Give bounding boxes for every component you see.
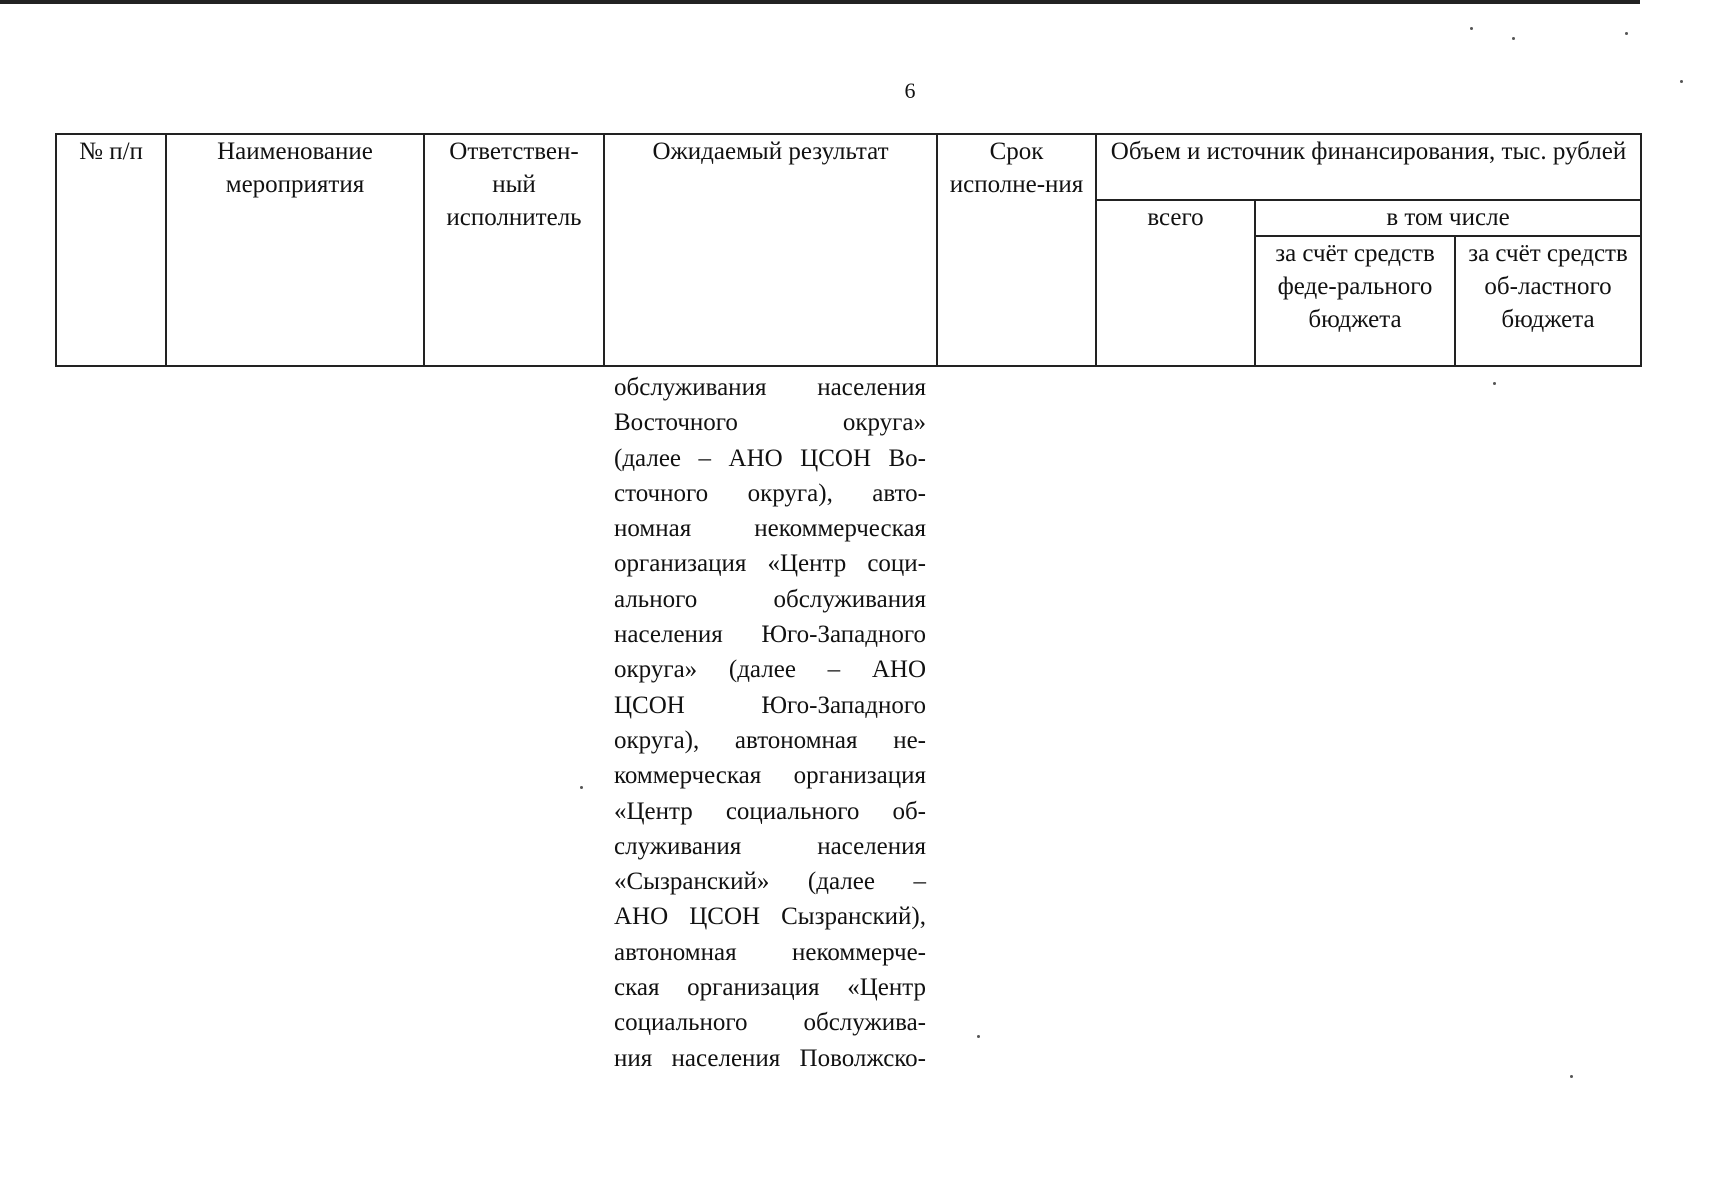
result-line: организация «Центр соци-	[614, 550, 926, 578]
header-including: в том числе	[1255, 200, 1641, 236]
result-line: социального обслужива-	[614, 1009, 926, 1037]
result-line: (далее – АНО ЦСОН Во-	[614, 444, 926, 472]
result-line: ального обслуживания	[614, 585, 926, 613]
result-line: коммерческая организация	[614, 762, 926, 790]
header-table	[55, 133, 1642, 367]
header-term: Срок исполне-ния	[937, 134, 1096, 366]
scan-speck	[580, 786, 583, 789]
header-financing: Объем и источник финансирования, тыс. рублей	[1096, 134, 1641, 200]
header-name: Наименование мероприятия	[166, 134, 424, 366]
header-num: № п/п	[56, 134, 166, 366]
header-federal: за счёт средств феде-рального бюджета	[1255, 236, 1455, 366]
result-line: округа» (далее – АНО	[614, 656, 926, 684]
result-line: обслуживания населения	[614, 374, 926, 401]
header-total: всего	[1096, 200, 1255, 366]
result-line: населения Юго-Западного	[614, 621, 926, 649]
top-rule	[0, 0, 1640, 4]
result-line: «Центр социального об-	[614, 797, 926, 825]
scan-speck	[1625, 32, 1628, 35]
result-line: АНО ЦСОН Сызранский),	[614, 903, 926, 931]
scan-speck	[1470, 27, 1473, 30]
result-line: ЦСОН Юго-Западного	[614, 691, 926, 719]
scan-speck	[1512, 37, 1515, 40]
expected-result-text	[614, 370, 926, 1076]
result-line: автономная некоммерче-	[614, 938, 926, 966]
result-line: сточного округа), авто-	[614, 479, 926, 507]
scan-speck	[977, 1035, 980, 1038]
result-line: ская организация «Центр	[614, 974, 926, 1002]
result-line: «Сызранский» (далее –	[614, 868, 926, 896]
header-regional: за счёт средств об-ластного бюджета	[1455, 236, 1641, 366]
result-line: ния населения Поволжско-	[614, 1044, 926, 1072]
result-line: служивания населения	[614, 832, 926, 860]
header-result: Ожидаемый результат	[604, 134, 937, 366]
scan-speck	[1680, 80, 1683, 83]
header-responsible: Ответствен-ный исполнитель	[424, 134, 604, 366]
result-line: номная некоммерческая	[614, 515, 926, 543]
scan-speck	[1570, 1075, 1573, 1078]
scan-speck	[1493, 382, 1496, 385]
result-line: Восточного округа»	[614, 409, 926, 437]
page-number: 6	[904, 78, 916, 103]
result-line: округа), автономная не-	[614, 726, 926, 754]
